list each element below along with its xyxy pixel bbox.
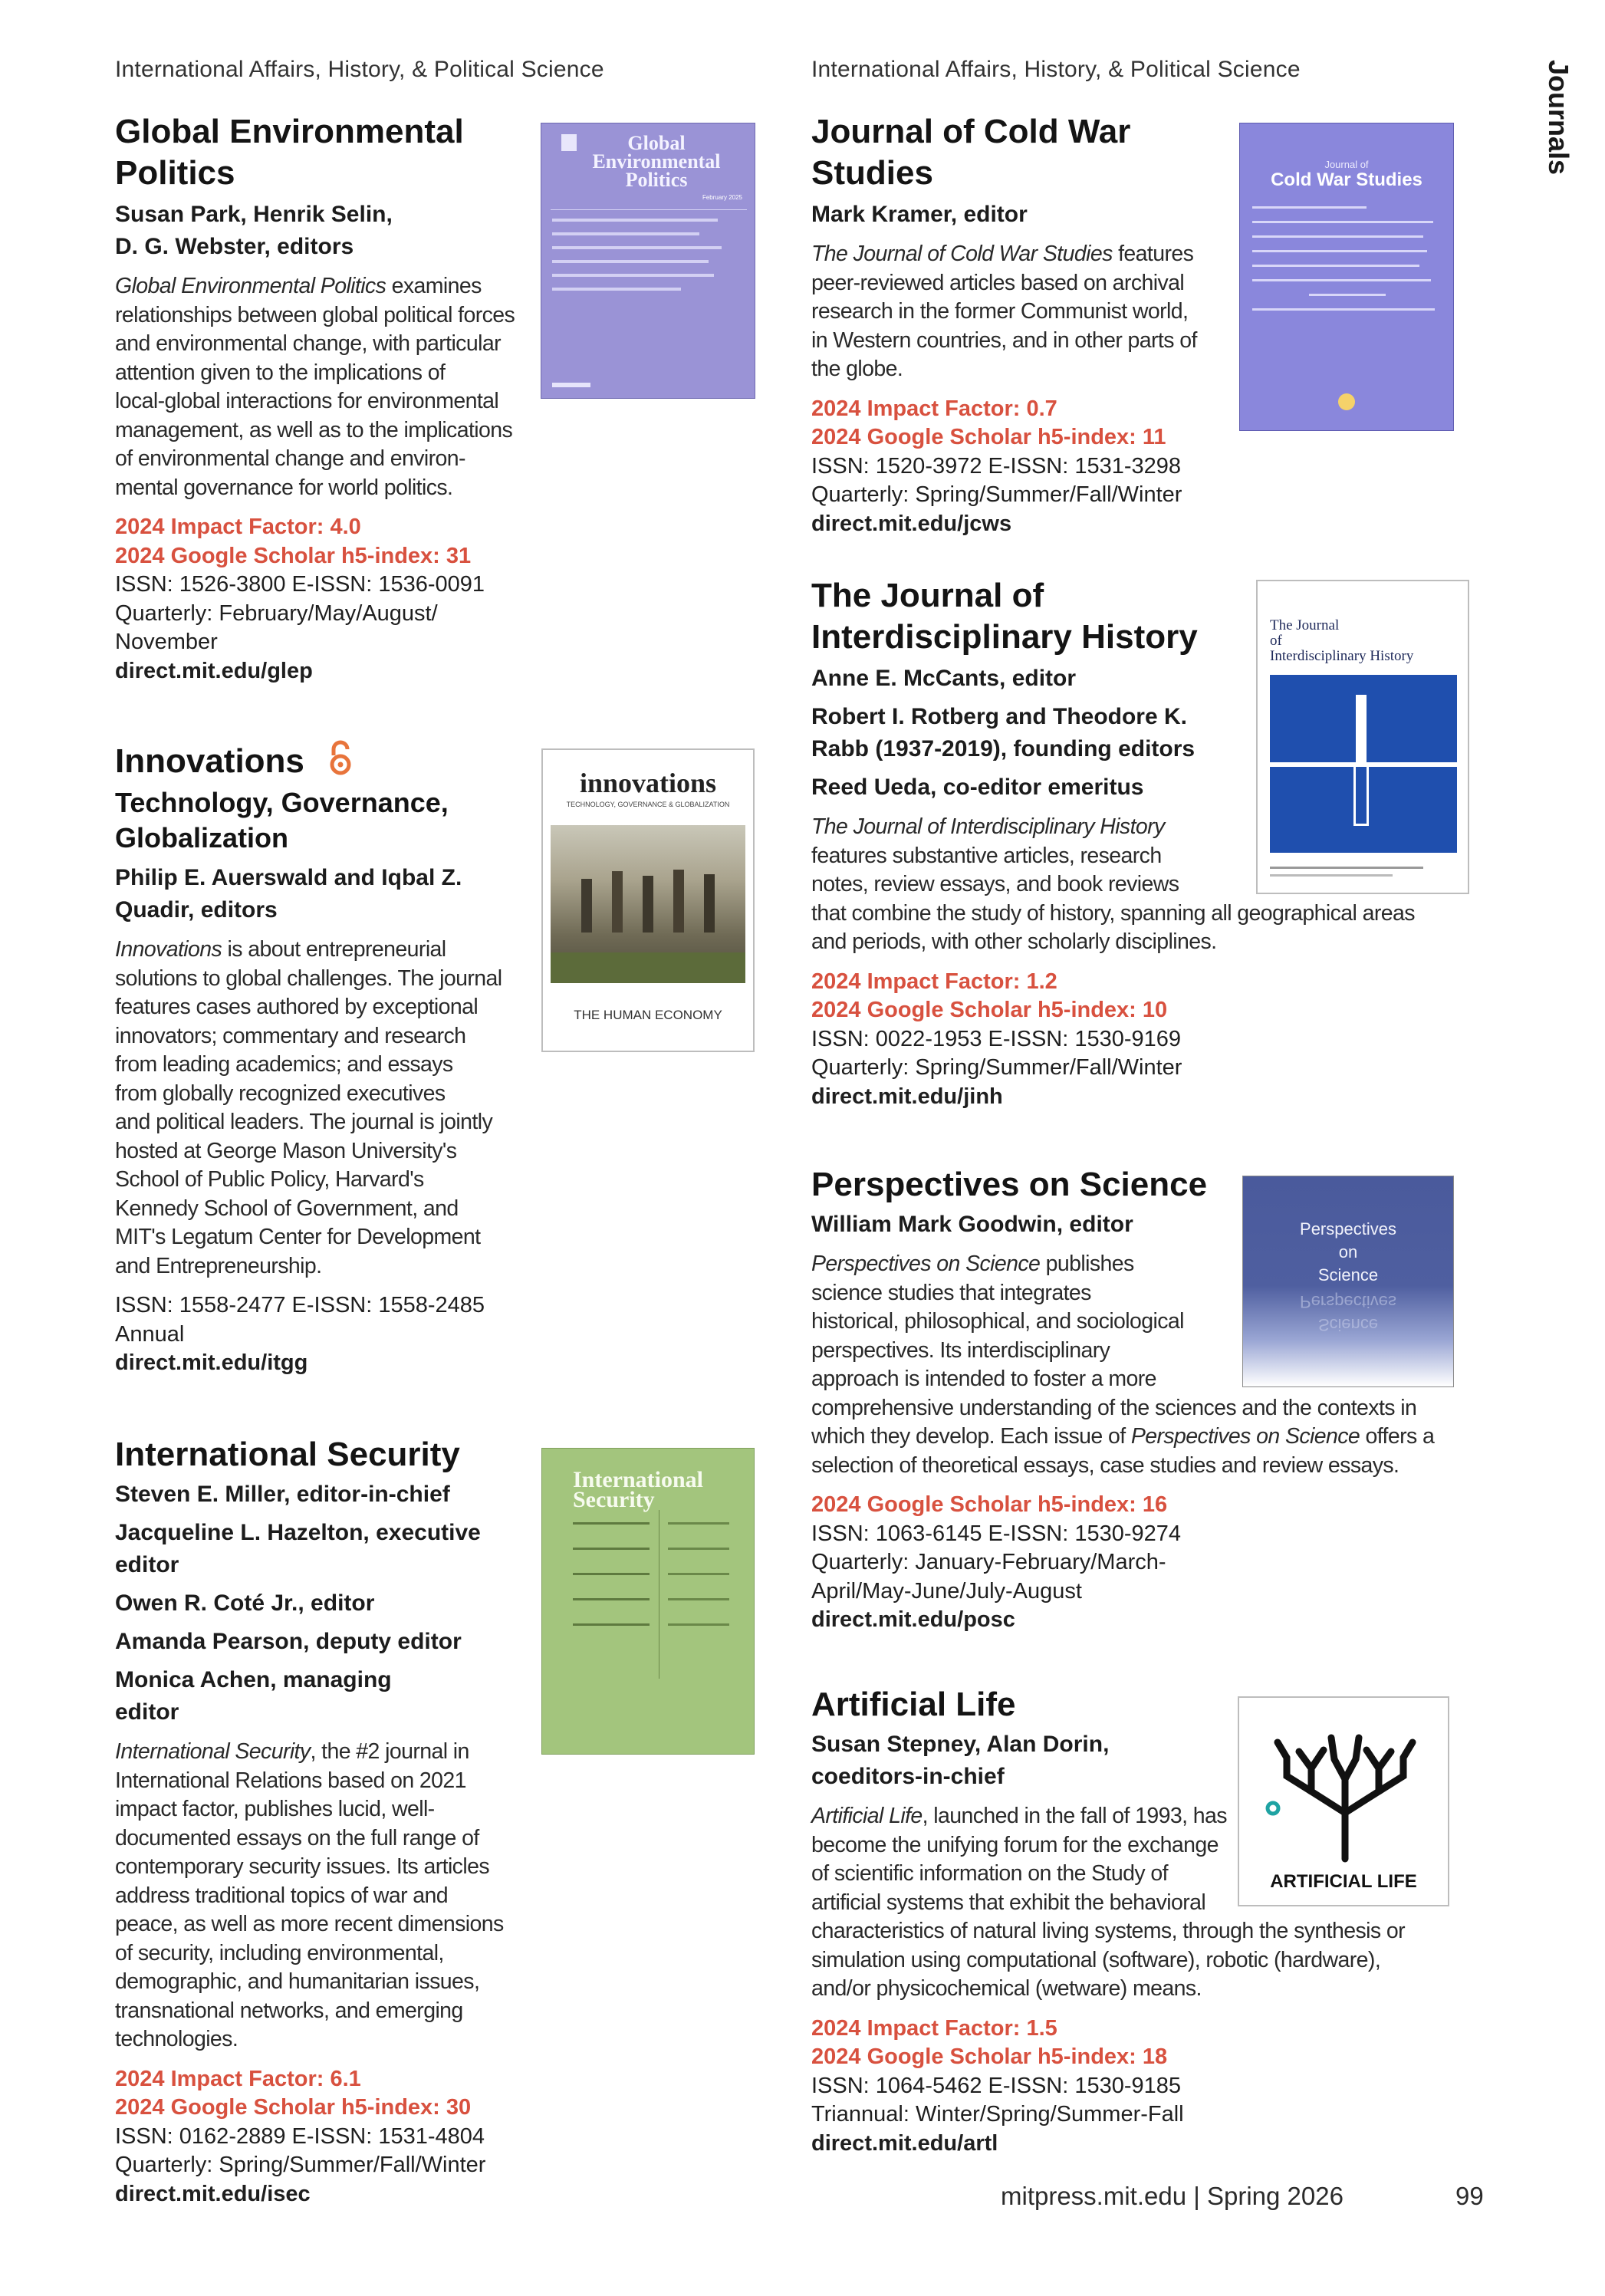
frequency: Quarterly: January-February/March- April/May-June/July-August — [811, 1550, 1166, 1604]
journal-editors: Philip E. Auerswald and Iqbal Z. Quadir, editors — [115, 865, 462, 923]
journal-description: The Journal of Interdisciplinary History features substantive articles, research notes, review essays, and book reviews that combine the study of history, spanning all geographical areas and periods, with other scholarly disciplines. — [811, 814, 1415, 954]
cover-graphic — [1270, 675, 1457, 853]
cover-date: February 2025 — [702, 194, 742, 201]
cover-image-isec — [541, 1448, 755, 1755]
cover-title: Perspectives on Science — [1300, 1219, 1396, 1285]
cover-title-reflection: Science Perspectives — [1300, 1292, 1396, 1334]
cover-title: innovations — [579, 768, 717, 798]
cover-image-gep — [541, 123, 755, 399]
cover-title: Cold War Studies — [1271, 169, 1422, 190]
cover-divider — [551, 209, 747, 210]
journal-link[interactable]: direct.mit.edu/posc — [811, 1607, 1015, 1632]
cover-subtitle: Journal of — [1324, 159, 1369, 170]
h5-index: 2024 Google Scholar h5-index: 30 — [115, 2095, 472, 2120]
journal-link[interactable]: direct.mit.edu/jinh — [811, 1084, 1003, 1109]
cover-toc — [1252, 206, 1442, 323]
journal-description: Global Environmental Politics examines relationships between global political forces and environmental change, with particular attention given to the implications of local-global interactions for environmental management, as well as to the implications of environmental change and environ- mental governance for world politics. — [115, 274, 515, 500]
journal-description: Innovations is about entrepreneurial solutions to global challenges. The journal features cases authored by exceptional innovators; commentary and research from leading academics; and essays from globally recognized executives and political leaders. The journal is jointly hosted at George Mason University's School of Public Policy, Harvard's Kennedy School of Government, and MIT's Legatum Center for Development and Entrepreneurship. — [115, 937, 502, 1278]
cover-caption: THE HUMAN ECONOMY — [574, 1008, 722, 1022]
journal-editors: Mark Kramer, editor — [811, 202, 1028, 227]
cover-title: International Security — [573, 1467, 704, 1512]
cover-emblem-icon — [1338, 393, 1355, 410]
journal-description: The Journal of Cold War Studies features peer-reviewed articles based on archival research in the former Communist world, in Western countries, and in other parts of the globe. — [811, 242, 1197, 381]
cover-image-jcws — [1239, 123, 1454, 431]
journal-title[interactable]: The Journal of Interdisciplinary History — [811, 577, 1198, 656]
journal-title[interactable]: Artificial Life — [811, 1686, 1016, 1723]
cover-image-itgg — [541, 748, 755, 1052]
tree-icon — [1261, 1709, 1429, 1870]
journal-link[interactable]: direct.mit.edu/artl — [811, 2130, 998, 2156]
footer-site: mitpress.mit.edu | Spring 2026 — [1001, 2182, 1344, 2210]
journal-title[interactable]: Global Environmental Politics — [115, 113, 464, 192]
cover-image-jinh — [1256, 580, 1469, 894]
issn: ISSN: 1558-2477 E-ISSN: 1558-2485 — [115, 1293, 485, 1317]
section-side-label: Journals — [1543, 60, 1574, 176]
open-access-icon — [327, 740, 354, 785]
journal-link[interactable]: direct.mit.edu/isec — [115, 2181, 311, 2206]
journal-description: International Security, the #2 journal in International Relations based on 2021 impact factor, publishes lucid, well- documented essays on the full range of contemporary security issues. Its articles address traditional topics of war and peace, as well as more recent dimensions of security, including environmental, demographic, and humanitarian issues, transnational networks, and emerging technologies. — [115, 1739, 504, 2051]
journal-link[interactable]: direct.mit.edu/itgg — [115, 1350, 308, 1375]
h5-index: 2024 Google Scholar h5-index: 18 — [811, 2044, 1168, 2069]
journal-title[interactable]: Journal of Cold War Studies — [811, 113, 1131, 192]
impact-factor: 2024 Impact Factor: 6.1 — [115, 2066, 361, 2091]
cover-toc-left — [573, 1522, 650, 1649]
cover-image-posc — [1242, 1176, 1454, 1387]
h5-index: 2024 Google Scholar h5-index: 31 — [115, 543, 472, 568]
frequency: Quarterly: Spring/Summer/Fall/Winter — [811, 482, 1182, 507]
cover-toc — [552, 219, 736, 301]
issn: ISSN: 1526-3800 E-ISSN: 1536-0091 — [115, 572, 485, 597]
impact-factor: 2024 Impact Factor: 0.7 — [811, 396, 1057, 421]
journal-link[interactable]: direct.mit.edu/jcws — [811, 511, 1012, 536]
cover-image-artl — [1238, 1696, 1449, 1906]
page-number: 99 — [1455, 2182, 1484, 2210]
journal-description: Perspectives on Science publishes science studies that integrates historical, philosophical, and sociological perspectives. Its interdisciplinary approach is intended to foster a more comprehensive understanding of the sciences and the contexts in which they develop. Each issue of Perspectives on Science offers a selection of theoretical essays, case studies and review essays. — [811, 1252, 1435, 1478]
frequency: Quarterly: Spring/Summer/Fall/Winter — [115, 2153, 486, 2177]
journal-link[interactable]: direct.mit.edu/glep — [115, 658, 313, 683]
cover-caption: ARTIFICIAL LIFE — [1270, 1871, 1417, 1892]
cover-title: The Journal of Interdisciplinary History — [1270, 617, 1414, 664]
frequency: Quarterly: Spring/Summer/Fall/Winter — [811, 1055, 1182, 1080]
impact-factor: 2024 Impact Factor: 4.0 — [115, 515, 361, 539]
journal-editors: Susan Stepney, Alan Dorin, coeditors-in-chief — [811, 1732, 1110, 1789]
section-header: International Affairs, History, & Political Science — [115, 57, 604, 82]
issn: ISSN: 0162-2889 E-ISSN: 1531-4804 — [115, 2123, 485, 2149]
issn: ISSN: 0022-1953 E-ISSN: 1530-9169 — [811, 1026, 1182, 1051]
cover-photo — [551, 825, 745, 983]
journal-title[interactable]: Perspectives on Science — [811, 1166, 1208, 1203]
issn: ISSN: 1520-3972 E-ISSN: 1531-3298 — [811, 453, 1182, 479]
impact-factor: 2024 Impact Factor: 1.2 — [811, 969, 1057, 994]
h5-index: 2024 Google Scholar h5-index: 10 — [811, 998, 1168, 1022]
section-header: International Affairs, History, & Political Science — [811, 57, 1301, 82]
cover-title: Global Environmental Politics — [592, 132, 721, 191]
cover-volume — [1270, 867, 1423, 869]
issn: ISSN: 1064-5462 E-ISSN: 1530-9185 — [811, 2073, 1182, 2098]
issn: ISSN: 1063-6145 E-ISSN: 1530-9274 — [811, 1521, 1182, 1546]
frequency: Annual — [115, 1321, 185, 1347]
frequency: Triannual: Winter/Spring/Summer-Fall — [811, 2102, 1184, 2127]
cover-subtitle: TECHNOLOGY, GOVERNANCE & GLOBALIZATION — [566, 801, 730, 808]
h5-index: 2024 Google Scholar h5-index: 11 — [811, 425, 1166, 449]
journal-editors: Steven E. Miller, editor-in-chief Jacqueline L. Hazelton, executive editor Owen R. Coté Jr., editor Amanda Pearson, deputy editor Monica Achen, managing editor — [115, 1482, 481, 1725]
journal-title[interactable]: International Security — [115, 1436, 460, 1473]
journal-description: Artificial Life, launched in the fall of 1993, has become the unifying forum for the exchange of scientific information on the Study of artificial systems that exhibit the behavioral characteristics of natural living systems, through the synthesis or simulation using computational (software), robotic (hardware), and/or physicochemical (wetware) means. — [811, 1804, 1405, 2001]
journal-title[interactable]: Innovations — [115, 740, 775, 785]
journal-subtitle: Technology, Governance, Globalization — [115, 787, 449, 854]
cover-volume-line — [1270, 874, 1393, 877]
journal-editors: Anne E. McCants, editor Robert I. Rotberg and Theodore K. Rabb (1937-2019), founding editors Reed Ueda, co-editor emeritus — [811, 666, 1196, 800]
cover-volume — [552, 383, 590, 387]
cover-toc-right — [668, 1522, 729, 1649]
journal-editors: Susan Park, Henrik Selin, D. G. Webster, editors — [115, 202, 393, 259]
h5-index: 2024 Google Scholar h5-index: 16 — [811, 1492, 1168, 1517]
frequency: Quarterly: February/May/August/ November — [115, 600, 438, 654]
impact-factor: 2024 Impact Factor: 1.5 — [811, 2015, 1057, 2041]
journal-editors: William Mark Goodwin, editor — [811, 1212, 1133, 1237]
